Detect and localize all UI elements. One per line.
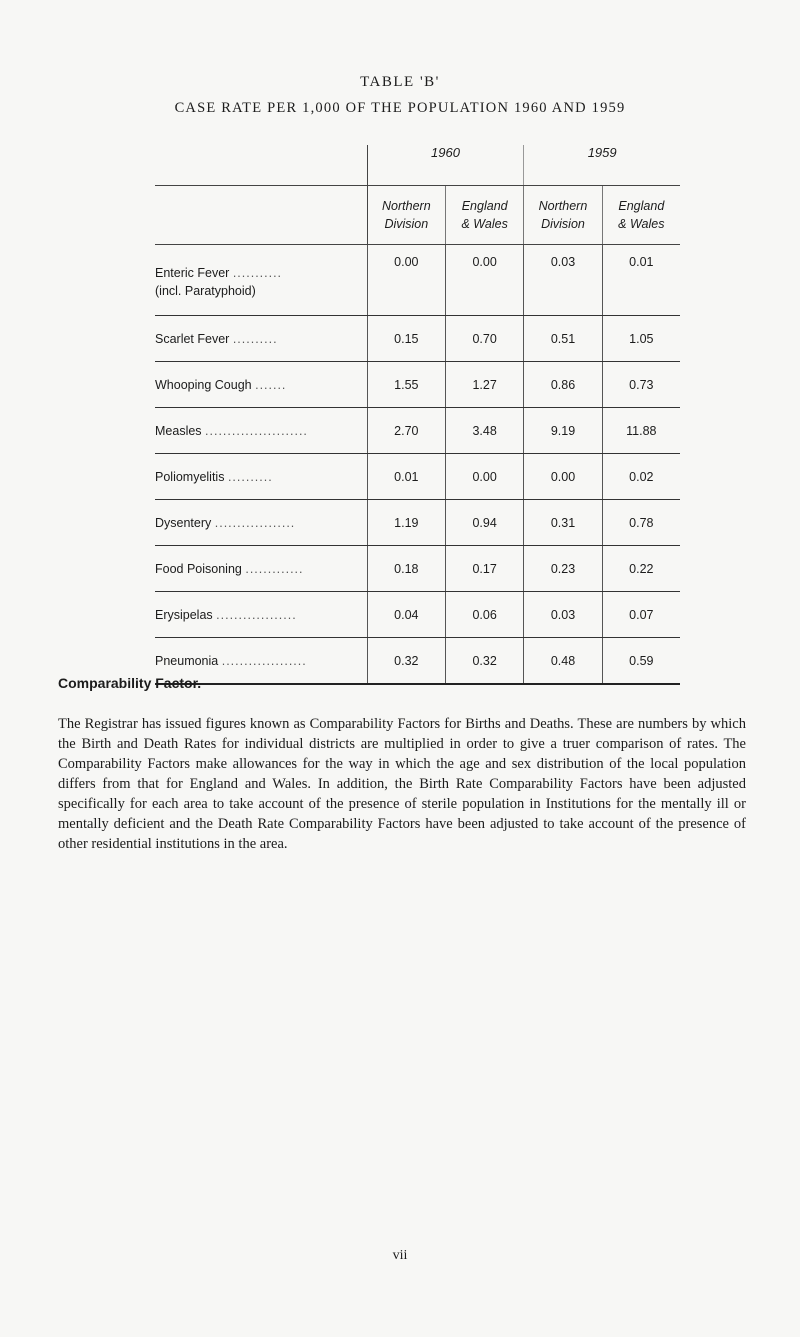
page-number: vii	[392, 1248, 408, 1263]
year-1960-header: 1960	[367, 145, 524, 186]
cell-value: 0.73	[602, 362, 680, 408]
table-row	[155, 592, 680, 638]
col-header-1960-northern: Northern Division	[367, 186, 445, 245]
table-title: TABLE 'B'	[360, 74, 440, 90]
cell-value: 1.27	[446, 362, 524, 408]
cell-value: 0.00	[524, 454, 602, 500]
table-row	[155, 362, 680, 408]
cell-value: 0.03	[524, 592, 602, 638]
body-paragraph: The Registrar has issued figures known as Comparability Factors for Births and Deaths. These are numbers by which the Birth and Death Rates for individual districts are multiplied in order to give a truer comparison of rates. The Comparability Factors make allowances for the way in which the age and sex distribution of the local population differs from that for England and Wales. In addition, the Birth Rate Comparability Factors have been adjusted specifically for each area to take account of the presence of sterile population in Institutions for the mentally ill or mentally deficient and the Death Rate Comparability Factors have been adjusted to take account of the presence of other residential institutions in the area.	[58, 716, 746, 852]
table-subtitle: CASE RATE PER 1,000 OF THE POPULATION 1960 AND 1959	[174, 100, 626, 116]
header-blank	[155, 145, 367, 186]
col-header-1959-northern: Northern Division	[524, 186, 602, 245]
cell-value: 0.03	[524, 245, 602, 316]
row-label: Food Poisoning .............	[155, 546, 367, 592]
cell-value: 0.70	[446, 316, 524, 362]
row-label: Dysentery ..................	[155, 500, 367, 546]
cell-value: 0.94	[446, 500, 524, 546]
section-heading: Comparability Factor.	[58, 675, 202, 691]
cell-value: 11.88	[602, 408, 680, 454]
cell-value: 0.04	[367, 592, 445, 638]
cell-value: 0.31	[524, 500, 602, 546]
cell-value: 1.19	[367, 500, 445, 546]
cell-value: 1.05	[602, 316, 680, 362]
cell-value: 0.18	[367, 546, 445, 592]
cell-value: 0.02	[602, 454, 680, 500]
cell-value: 0.07	[602, 592, 680, 638]
subheader-blank	[155, 186, 367, 245]
cell-value: 0.00	[367, 245, 445, 316]
cell-value: 1.55	[367, 362, 445, 408]
table-row	[155, 245, 680, 316]
table-row	[155, 638, 680, 685]
table-row	[155, 500, 680, 546]
row-label: Poliomyelitis ..........	[155, 454, 367, 500]
cell-value: 0.86	[524, 362, 602, 408]
cell-value: 0.78	[602, 500, 680, 546]
cell-value: 0.51	[524, 316, 602, 362]
row-label: Whooping Cough .......	[155, 362, 367, 408]
cell-value: 0.01	[602, 245, 680, 316]
cell-value: 2.70	[367, 408, 445, 454]
cell-value: 0.22	[602, 546, 680, 592]
cell-value: 0.15	[367, 316, 445, 362]
cell-value: 0.48	[524, 638, 602, 685]
table-row	[155, 454, 680, 500]
table-row	[155, 546, 680, 592]
cell-value: 3.48	[446, 408, 524, 454]
cell-value: 0.00	[446, 245, 524, 316]
table-row	[155, 408, 680, 454]
cell-value: 0.06	[446, 592, 524, 638]
cell-value: 0.23	[524, 546, 602, 592]
cell-value: 0.59	[602, 638, 680, 685]
cell-value: 0.01	[367, 454, 445, 500]
row-label: Scarlet Fever ..........	[155, 316, 367, 362]
row-label: Pneumonia ...................	[155, 638, 367, 685]
row-label: Enteric Fever ........... (incl. Paratyphoid)	[155, 245, 367, 316]
col-header-1959-england: England & Wales	[602, 186, 680, 245]
cell-value: 9.19	[524, 408, 602, 454]
cell-value: 0.00	[446, 454, 524, 500]
cell-value: 0.32	[367, 638, 445, 685]
case-rate-table	[155, 145, 680, 685]
row-label: Erysipelas ..................	[155, 592, 367, 638]
cell-value: 0.17	[446, 546, 524, 592]
cell-value: 0.32	[446, 638, 524, 685]
table-row	[155, 316, 680, 362]
year-1959-header: 1959	[524, 145, 680, 186]
col-header-1960-england: England & Wales	[446, 186, 524, 245]
row-label: Measles .......................	[155, 408, 367, 454]
